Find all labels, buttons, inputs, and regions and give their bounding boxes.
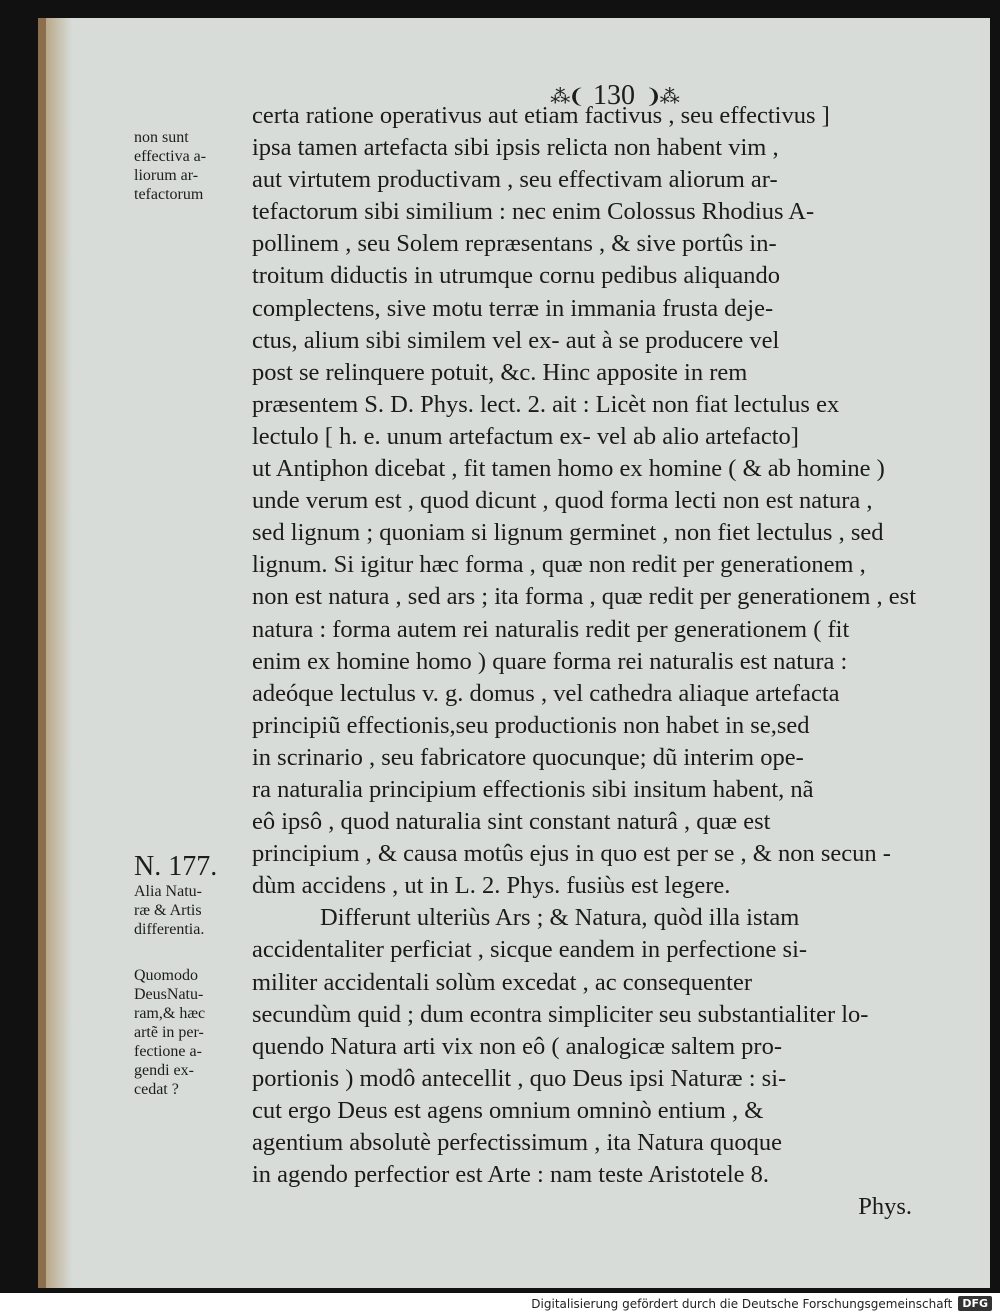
- section-number: N. 177.: [134, 851, 218, 882]
- margin-note-line: effectiva a-: [134, 148, 207, 165]
- text-line: ut Antiphon dicebat , fit tamen homo ex homine ( & ab homine ): [252, 455, 885, 483]
- body-text: [252, 100, 922, 1223]
- text-line: quendo Natura arti vix non eô ( analogicæ saltem pro-: [252, 1032, 782, 1060]
- text-line: ctus, alium sibi similem vel ex- aut à se producere vel: [252, 326, 780, 354]
- funding-credit: Digitalisierung gefördert durch die Deutsche Forschungsgemeinschaft: [531, 1296, 953, 1311]
- text-line: lignum. Si igitur hæc forma , quæ non redit per generationem ,: [252, 551, 866, 579]
- text-line: troitum diductis in utrumque cornu pedibus aliquando: [252, 262, 781, 290]
- text-line: sed lignum ; quoniam si lignum germinet , non fiet lectulus , sed: [252, 519, 884, 547]
- text-line: principium , & causa motûs ejus in quo est per se , & non secun -: [252, 840, 891, 868]
- margin-note-line: fectione a-: [134, 1043, 202, 1060]
- text-line: post se relinquere potuit, &c. Hinc apposite in rem: [252, 358, 748, 386]
- text-line: tefactorum sibi similium : nec enim Colossus Rhodius A-: [252, 198, 815, 226]
- text-line: certa ratione operativus aut etiam factivus , seu effectivus ]: [252, 102, 830, 129]
- ornament-left: ⁂❨: [550, 84, 583, 108]
- dfg-logo-icon: DFG: [958, 1296, 992, 1311]
- text-line: aut virtutem productivam , seu effectivam aliorum ar-: [252, 166, 778, 194]
- text-line: natura : forma autem rei naturalis redit per generationem ( fit: [252, 615, 850, 643]
- text-line: enim ex homine homo ) quare forma rei naturalis est natura :: [252, 647, 848, 675]
- text-line: ipsa tamen artefacta sibi ipsis relicta non habent vim ,: [252, 134, 779, 162]
- text-line: non est natura , sed ars ; ita forma , quæ redit per generationem , est: [252, 583, 917, 611]
- margin-note-line: ræ & Artis: [134, 902, 202, 919]
- margin-note-line: artẽ in per-: [134, 1024, 204, 1041]
- digitization-footer: [0, 1293, 1000, 1314]
- text-line: præsentem S. D. Phys. lect. 2. ait : Licèt non fiat lectulus ex: [252, 390, 840, 418]
- text-line: militer accidentali solùm excedat , ac consequenter: [252, 968, 752, 996]
- text-line: secundùm quid ; dum econtra simpliciter seu substantialiter lo-: [252, 1000, 869, 1028]
- ornament-right: ❩⁂: [645, 84, 678, 108]
- margin-note-line: gendi ex-: [134, 1062, 194, 1079]
- text-line: ra naturalia principium effectionis sibi insitum habent, nã: [252, 775, 814, 803]
- text-line: complectens, sive motu terræ in immania frusta deje-: [252, 294, 774, 322]
- margin-note-line: cedat ?: [134, 1081, 179, 1098]
- margin-note-line: DeusNatu-: [134, 986, 204, 1003]
- text-line: eô ipsô , quod naturalia sint constant naturâ , quæ est: [252, 808, 771, 836]
- text-line: adeóque lectulus v. g. domus , vel cathedra aliaque artefacta: [252, 679, 840, 707]
- text-line: agentium absolutè perfectissimum , ita Natura quoque: [252, 1129, 783, 1156]
- catchword: Phys.: [858, 1193, 912, 1221]
- text-line: in agendo perfectior est Arte : nam teste Aristotele 8.: [252, 1161, 770, 1189]
- text-line: cut ergo Deus est agens omnium omninò entium , &: [252, 1096, 764, 1124]
- margin-note-line: differentia.: [134, 921, 205, 938]
- paragraph-start-line: Differunt ulteriùs Ars ; & Natura, quòd illa istam: [320, 904, 800, 932]
- margin-note-line: non sunt: [134, 129, 189, 146]
- text-line: portionis ) modô antecellit , quo Deus ipsi Naturæ : si-: [252, 1064, 787, 1092]
- margin-note-line: ram,& hæc: [134, 1005, 206, 1022]
- margin-note-line: liorum ar-: [134, 167, 199, 184]
- text-line: in scrinario , seu fabricatore quocunque; dũ interim ope-: [252, 743, 804, 771]
- text-line: principiũ effectionis,seu productionis non habet in se,sed: [252, 711, 810, 739]
- margin-note-line: Quomodo: [134, 967, 198, 984]
- margin-note-line: tefactorum: [134, 186, 204, 203]
- text-line: unde verum est , quod dicunt , quod forma lecti non est natura ,: [252, 487, 873, 515]
- page-number: 130: [593, 80, 635, 111]
- text-line: dùm accidens , ut in L. 2. Phys. fusiùs est legere.: [252, 872, 731, 900]
- text-line: accidentaliter perficiat , sicque eandem in perfectione si-: [252, 936, 808, 964]
- margin-note-line: Alia Natu-: [134, 883, 202, 900]
- text-line: lectulo [ h. e. unum artefactum ex- vel ab alio artefacto]: [252, 422, 799, 450]
- text-line: pollinem , seu Solem repræsentans , & sive portûs in-: [252, 230, 777, 258]
